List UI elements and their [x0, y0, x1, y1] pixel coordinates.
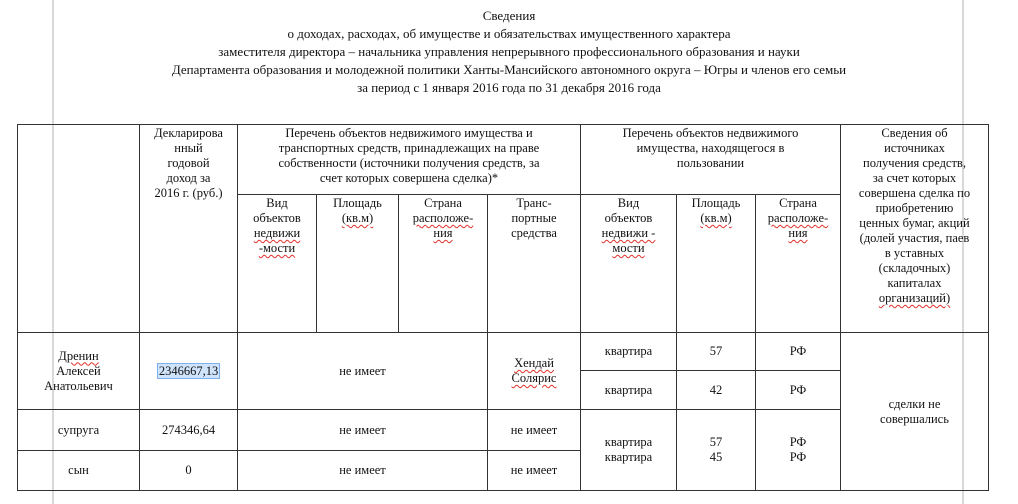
row-transport: Хендай Солярис	[488, 333, 581, 410]
row-owned: не имеет	[238, 410, 488, 451]
used-country: РФ	[756, 371, 841, 410]
sources-value: сделки не совершались	[841, 333, 989, 491]
header-name-cell	[18, 125, 140, 333]
row-income: 274346,64	[140, 410, 238, 451]
header-owned-country: Страна расположе- ния	[399, 195, 488, 333]
used-area: 42	[677, 371, 756, 410]
row-name: Дренин Алексей Анатольевич	[18, 333, 140, 410]
row-owned: не имеет	[238, 333, 488, 410]
title-line: Департамента образования и молодежной политики Ханты-Мансийского автономного округа – Югры и членов его семьи	[171, 62, 847, 77]
header-used-group: Перечень объектов недвижимого имущества, находящегося в пользовании	[581, 125, 841, 195]
row-transport: не имеет	[488, 410, 581, 451]
header-used-type: Вид объектов недвижи - мости	[581, 195, 677, 333]
header-owned-transport: Транс- портные средства	[488, 195, 581, 333]
header-owned-area: Площадь (кв.м)	[317, 195, 399, 333]
family-used-type: квартира квартира	[581, 410, 677, 491]
document-title	[0, 7, 1018, 97]
title-line: заместителя директора – начальника управления непрерывного профессионального образования и науки	[218, 44, 800, 59]
row-name: сын	[18, 451, 140, 491]
used-country: РФ	[756, 333, 841, 371]
used-type: квартира	[581, 371, 677, 410]
header-owned-type: Вид объектов недвижи -мости	[238, 195, 317, 333]
row-transport: не имеет	[488, 451, 581, 491]
declaration-table	[17, 124, 989, 491]
header-owned-group: Перечень объектов недвижимого имущества и транспортных средств, принадлежащих на праве собственности (источники получения средств, за счет которых совершена сделка)*	[238, 125, 581, 195]
row-name: супруга	[18, 410, 140, 451]
header-used-country: Страна расположе- ния	[756, 195, 841, 333]
title-line: за период с 1 января 2016 года по 31 декабря 2016 года	[357, 80, 661, 95]
title-line: Сведения	[482, 8, 536, 23]
header-income: Декларирова нный годовой доход за 2016 г. (руб.)	[140, 125, 238, 333]
row-income[interactable]: 2346667,13	[140, 333, 238, 410]
header-sources: Сведения об источниках получения средств, за счет которых совершена сделка по приобретению ценных бумаг, акций (долей участия, паев в уставных (складочных) капиталах организаций)	[841, 125, 989, 333]
used-type: квартира	[581, 333, 677, 371]
title-line: о доходах, расходах, об имуществе и обязательствах имущественного характера	[287, 26, 731, 41]
family-used-area: 57 45	[677, 410, 756, 491]
header-used-area: Площадь (кв.м)	[677, 195, 756, 333]
row-owned: не имеет	[238, 451, 488, 491]
family-used-country: РФ РФ	[756, 410, 841, 491]
used-area: 57	[677, 333, 756, 371]
row-income: 0	[140, 451, 238, 491]
